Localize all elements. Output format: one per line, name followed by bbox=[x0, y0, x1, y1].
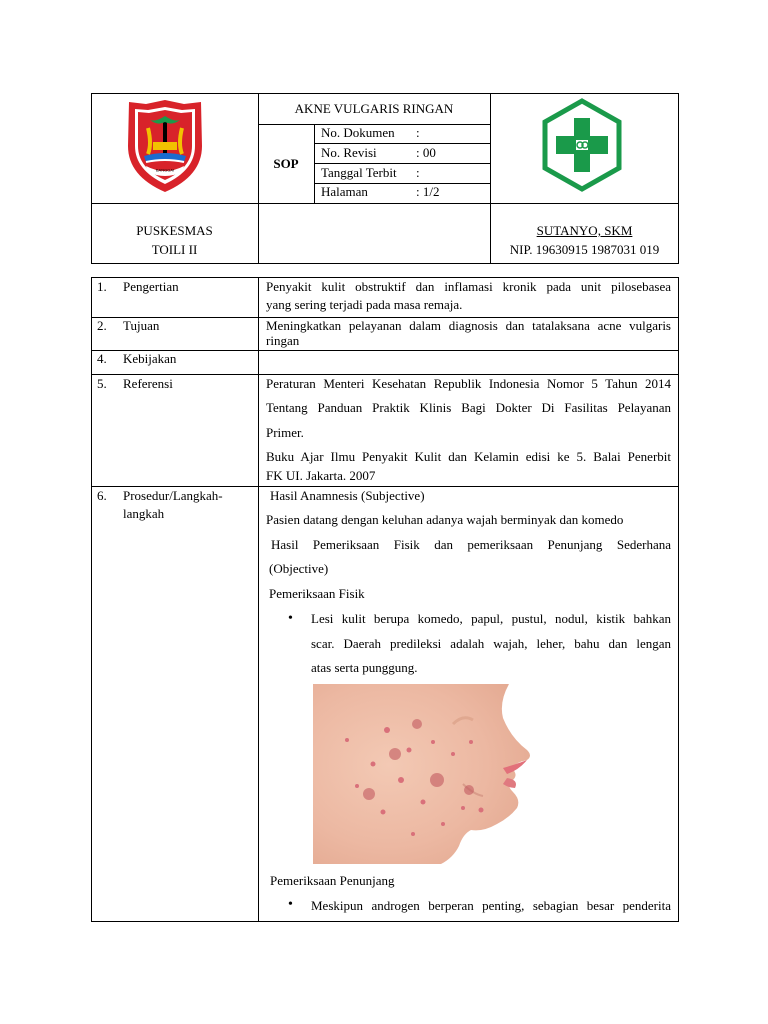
definition-text-line: Penyakit kulit obstruktif dan inflamasi kronik pada unit pilosebasea bbox=[266, 279, 671, 294]
signer-nip: NIP. 19630915 1987031 019 bbox=[509, 242, 660, 257]
row-label-definition: Pengertian bbox=[123, 279, 179, 294]
row-number: 5. bbox=[97, 376, 107, 391]
row-label-purpose: Tujuan bbox=[123, 318, 160, 333]
objective-heading-line: (Objective) bbox=[269, 561, 329, 576]
definition-text-line: yang sering terjadi pada masa remaja. bbox=[266, 297, 463, 312]
row-number: 1. bbox=[97, 279, 107, 294]
sop-label: SOP bbox=[273, 156, 299, 171]
field-value-issue-date: : bbox=[416, 165, 420, 180]
org-unit: TOILI II bbox=[151, 242, 198, 257]
signer-name: SUTANYO, SKM bbox=[536, 223, 633, 238]
row-number: 6. bbox=[97, 488, 107, 503]
row-number: 4. bbox=[97, 351, 107, 366]
puskesmas-logo bbox=[536, 98, 628, 192]
row-label-policy: Kebijakan bbox=[123, 351, 177, 366]
row-label-procedure-cont: langkah bbox=[123, 506, 165, 521]
reference-text-line: Buku Ajar Ilmu Penyakit Kulit dan Kelamin edisi ke 5. Balai Penerbit bbox=[266, 449, 671, 464]
field-label-document-no: No. Dokumen bbox=[321, 125, 395, 140]
purpose-text-line: Meningkatkan pelayanan dalam diagnosis dan tatalaksana acne vulgaris bbox=[266, 318, 671, 333]
regional-emblem-logo bbox=[126, 98, 204, 194]
field-label-issue-date: Tanggal Terbit bbox=[321, 165, 397, 180]
row-label-procedure: Prosedur/Langkah- bbox=[123, 488, 223, 503]
physical-exam-heading: Pemeriksaan Fisik bbox=[269, 586, 365, 601]
reference-text-line: Primer. bbox=[266, 425, 304, 440]
physical-exam-bullet-line: Lesi kulit berupa komedo, papul, pustul, nodul, kistik bahkan bbox=[311, 611, 671, 626]
row-label-references: Referensi bbox=[123, 376, 173, 391]
field-value-document-no: : bbox=[416, 125, 420, 140]
support-exam-heading: Pemeriksaan Penunjang bbox=[270, 873, 395, 888]
reference-text-line: Peraturan Menteri Kesehatan Republik Indonesia Nomor 5 Tahun 2014 bbox=[266, 376, 671, 391]
subjective-heading: Hasil Anamnesis (Subjective) bbox=[270, 488, 425, 503]
field-label-page: Halaman bbox=[321, 184, 368, 199]
objective-heading-line: Hasil Pemeriksaan Fisik dan pemeriksaan Penunjang Sederhana bbox=[271, 537, 671, 552]
header-divider bbox=[91, 203, 679, 204]
reference-text-line: FK UI. Jakarta. 2007 bbox=[266, 468, 376, 483]
physical-exam-bullet-line: scar. Daerah predileksi adalah wajah, leher, bahu dan lengan bbox=[311, 636, 671, 651]
document-title: AKNE VULGARIS RINGAN bbox=[294, 101, 454, 116]
bullet-icon: • bbox=[288, 611, 293, 626]
reference-text-line: Tentang Panduan Praktik Klinis Bagi Dokter Di Fasilitas Pelayanan bbox=[266, 400, 671, 415]
purpose-text-line: ringan bbox=[266, 333, 300, 348]
support-exam-bullet-line: Meskipun androgen berperan penting, sebagian besar penderita bbox=[311, 898, 671, 913]
acne-face-photo bbox=[313, 684, 569, 864]
bullet-icon: • bbox=[288, 897, 293, 912]
field-value-page: : 1/2 bbox=[416, 184, 440, 199]
subjective-text: Pasien datang dengan keluhan adanya wajah berminyak dan komedo bbox=[266, 512, 624, 527]
row-number: 2. bbox=[97, 318, 107, 333]
seal-text: BANGGAI bbox=[155, 167, 175, 173]
physical-exam-bullet-line: atas serta punggung. bbox=[311, 660, 418, 675]
field-label-revision: No. Revisi bbox=[321, 145, 377, 160]
field-value-revision: : 00 bbox=[416, 145, 436, 160]
org-name: PUSKESMAS bbox=[136, 223, 213, 238]
